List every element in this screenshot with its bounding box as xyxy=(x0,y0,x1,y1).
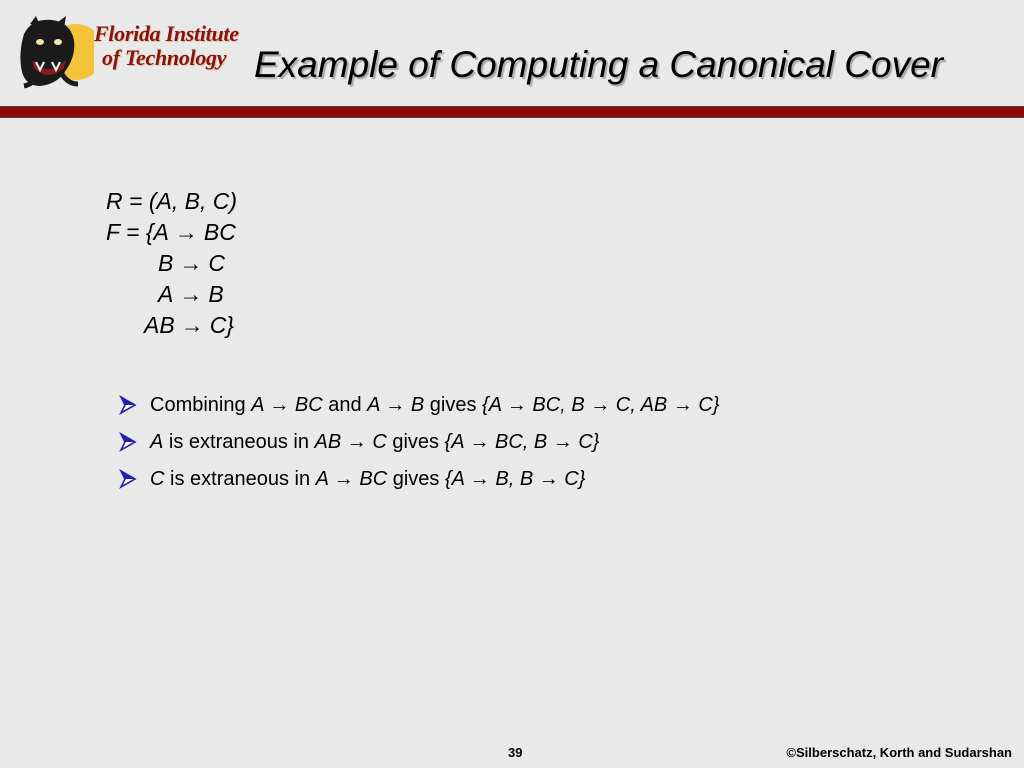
panther-logo-icon xyxy=(18,14,94,90)
functional-dependency xyxy=(106,310,237,341)
arrow-bullet-icon xyxy=(118,394,138,416)
fd-right-side: C xyxy=(208,250,225,276)
bullet-text-segment: gives xyxy=(386,431,445,453)
functional-dependency xyxy=(106,217,237,248)
fd-right-side: BC xyxy=(203,219,236,245)
fd-left-side: B xyxy=(158,250,174,276)
bullet-text-segment: and xyxy=(322,394,368,416)
institution-logo xyxy=(18,14,254,90)
math-expression: C xyxy=(150,468,165,490)
bullet-text xyxy=(150,429,599,455)
math-expression: AB → C xyxy=(314,431,387,453)
logo-line-2: of Technology xyxy=(102,45,227,70)
bullet-list xyxy=(118,392,720,503)
bullet-text-segment: gives xyxy=(424,394,483,416)
bullet-item xyxy=(118,466,720,503)
functional-dependency-set xyxy=(106,217,237,341)
bullet-item xyxy=(118,392,720,429)
math-expression: A xyxy=(150,431,164,453)
math-expression: {A → BC, B → C} xyxy=(444,431,600,453)
implies-arrow-icon: → xyxy=(179,281,203,307)
bullet-text-segment: is extraneous in xyxy=(164,468,316,490)
copyright-notice: ©Silberschatz, Korth and Sudarshan xyxy=(786,745,1012,760)
bullet-item xyxy=(118,429,720,466)
math-expression: {A → B, B → C} xyxy=(444,468,586,490)
slide-title: Example of Computing a Canonical Cover xyxy=(254,44,943,85)
fd-right-side: C} xyxy=(209,312,234,338)
fd-right-side: B xyxy=(208,281,224,307)
bullet-text-segment: is extraneous in xyxy=(163,431,315,453)
implies-arrow-icon: → xyxy=(179,250,203,276)
fd-left-side: AB xyxy=(144,312,175,338)
math-expression: A → BC xyxy=(315,468,388,490)
bullet-text-segment: gives xyxy=(387,468,445,490)
math-expression: {A → BC, B → C, AB → C} xyxy=(482,394,720,416)
title-divider xyxy=(0,106,1024,118)
math-expression: A → B xyxy=(367,394,425,416)
relation-definition xyxy=(106,186,237,341)
bullet-text-segment: Combining xyxy=(150,394,252,416)
bullet-text xyxy=(150,466,585,492)
fd-left-side: A xyxy=(158,281,174,307)
logo-wordmark xyxy=(94,22,239,70)
page-number: 39 xyxy=(508,745,523,760)
logo-line-1: Florida Institute xyxy=(94,21,239,46)
arrow-bullet-icon xyxy=(118,468,138,490)
functional-dependency xyxy=(106,248,237,279)
relation-schema: R = (A, B, C) xyxy=(106,188,237,214)
arrow-bullet-icon xyxy=(118,431,138,453)
implies-arrow-icon: → xyxy=(180,312,204,338)
fd-left-side: F = {A xyxy=(106,219,169,245)
math-expression: A → BC xyxy=(251,394,323,416)
implies-arrow-icon: → xyxy=(174,219,198,245)
bullet-text xyxy=(150,392,720,418)
functional-dependency xyxy=(106,279,237,310)
